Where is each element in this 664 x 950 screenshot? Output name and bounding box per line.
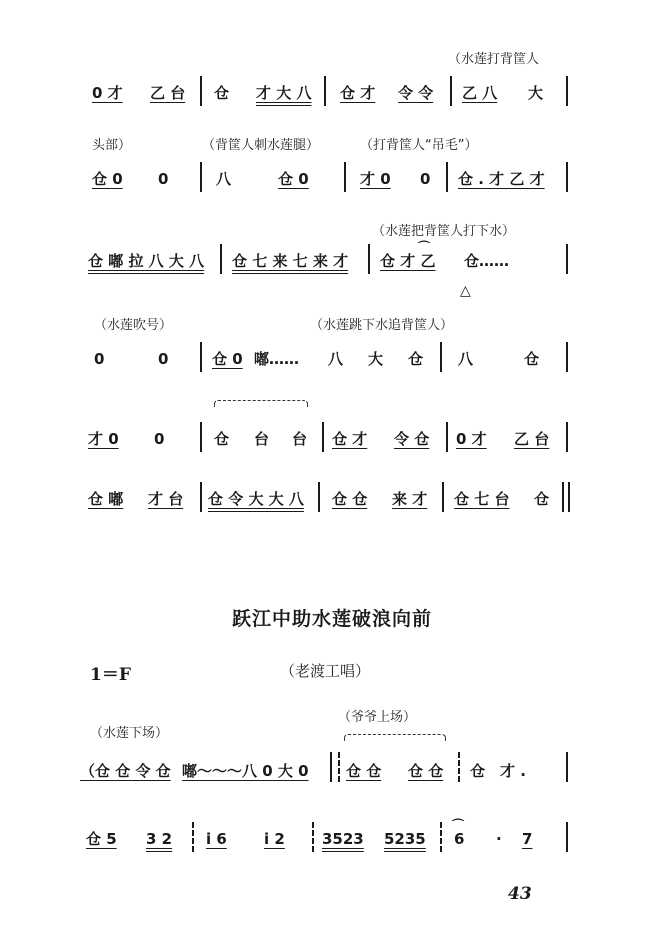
- bar-line-dashed: [312, 822, 314, 852]
- notation-cell: 仓: [408, 350, 424, 368]
- notation-cell: 仓: [470, 762, 486, 780]
- notation-cell: （仓 仓 令 仓: [80, 762, 171, 780]
- notation-cell: ·: [496, 830, 502, 848]
- notation-cell: 仓: [534, 490, 550, 508]
- annotation: （爷爷上场）: [338, 710, 417, 725]
- annotation: （水莲把背筐人打下水）: [372, 224, 516, 239]
- notation-cell: 仓 . 才 乙 才: [458, 170, 545, 188]
- notation-cell: 嘟～～～八 0 大 0: [182, 762, 309, 780]
- notation-cell: 0 才: [92, 84, 123, 102]
- bar-line: [446, 422, 448, 452]
- annotation: 头部）: [92, 138, 132, 153]
- bar-line: [442, 482, 444, 512]
- notation-cell: 来 才: [392, 490, 428, 508]
- notation-cell: 0: [158, 170, 169, 188]
- notation-cell: 才 0: [88, 430, 119, 448]
- notation-cell: 0: [94, 350, 105, 368]
- song-title: 跃江中助水莲破浪向前: [231, 608, 432, 630]
- fermata-mark: ⌒: [452, 818, 465, 832]
- annotation: （水莲吹号）: [94, 318, 173, 333]
- bar-line: [566, 752, 568, 782]
- notation-cell: 仓……: [464, 252, 510, 270]
- notation-cell: i 6: [206, 830, 227, 848]
- notation-cell: 仓 0: [92, 170, 123, 188]
- tie-mark: [344, 734, 446, 741]
- bar-line: [566, 162, 568, 192]
- bar-line: [318, 482, 320, 512]
- annotation: （打背筐人“吊毛”）: [360, 138, 478, 153]
- notation-cell: 仓 嘟: [88, 490, 124, 508]
- bar-line: [566, 422, 568, 452]
- fermata-mark: ⌒: [418, 240, 431, 254]
- bar-line: [446, 162, 448, 192]
- notation-cell: 乙 八: [462, 84, 498, 102]
- notation-cell: 才 大 八: [256, 84, 312, 102]
- notation-cell: 仓: [524, 350, 540, 368]
- notation-cell: 仓 七 来 七 来 才: [232, 252, 349, 270]
- annotation: （水莲下场）: [90, 726, 169, 741]
- notation-cell: 仓 七 台: [454, 490, 510, 508]
- bar-line: [566, 244, 568, 274]
- notation-cell: 5235: [384, 830, 426, 848]
- annotation: （背筐人刺水莲腿）: [202, 138, 320, 153]
- notation-cell: 令 仓: [394, 430, 430, 448]
- notation-cell: i 2: [264, 830, 285, 848]
- tie-mark: [214, 400, 308, 407]
- bar-line: [368, 244, 370, 274]
- notation-cell: 八: [216, 170, 232, 188]
- bar-line: [200, 76, 202, 106]
- notation-cell: 7: [522, 830, 533, 848]
- bar-line: [322, 422, 324, 452]
- bar-line: [566, 76, 568, 106]
- notation-cell: 嘟……: [254, 350, 300, 368]
- notation-cell: 仓 0: [212, 350, 243, 368]
- notation-cell: 乙 台: [150, 84, 186, 102]
- bar-line: [200, 342, 202, 372]
- notation-cell: 仓 仓: [408, 762, 444, 780]
- notation-cell: 仓 才 乙: [380, 252, 436, 270]
- annotation: （水莲跳下水追背筐人）: [310, 318, 454, 333]
- bar-line: [324, 76, 326, 106]
- notation-cell: 大: [528, 84, 544, 102]
- bar-line-dashed: [192, 822, 194, 852]
- key-signature: 1＝F: [90, 665, 131, 685]
- notation-cell: 八: [458, 350, 474, 368]
- page-number: 43: [508, 884, 532, 904]
- singer-note: （老渡工唱）: [280, 662, 371, 680]
- notation-cell: 仓 仓: [332, 490, 368, 508]
- notation-cell: 仓 才: [332, 430, 368, 448]
- notation-cell: 仓 令 大 大 八: [208, 490, 304, 508]
- bar-line: [568, 482, 570, 512]
- notation-cell: 0 才: [456, 430, 487, 448]
- bar-line-dashed: [440, 822, 442, 852]
- bar-line-dashed: [338, 752, 340, 782]
- triangle-marker: △: [460, 283, 471, 299]
- notation-cell: 3 2: [146, 830, 173, 848]
- bar-line-dashed: [458, 752, 460, 782]
- notation-cell: 3523: [322, 830, 364, 848]
- bar-line: [566, 822, 568, 852]
- bar-line: [220, 244, 222, 274]
- notation-cell: 仓 嘟 拉 八 大 八: [88, 252, 205, 270]
- notation-cell: 0: [420, 170, 431, 188]
- bar-line: [562, 482, 564, 512]
- notation-cell: 八: [328, 350, 344, 368]
- notation-cell: 大: [368, 350, 384, 368]
- bar-line: [344, 162, 346, 192]
- bar-line: [450, 76, 452, 106]
- notation-cell: 0: [154, 430, 165, 448]
- notation-cell: 台: [292, 430, 308, 448]
- notation-cell: 仓 0: [278, 170, 309, 188]
- notation-cell: 才 0: [360, 170, 391, 188]
- notation-cell: 令 令: [398, 84, 434, 102]
- notation-cell: 0: [158, 350, 169, 368]
- notation-cell: 才 .: [500, 762, 526, 780]
- notation-cell: 仓: [214, 84, 230, 102]
- notation-cell: 台: [254, 430, 270, 448]
- bar-line: [200, 482, 202, 512]
- notation-cell: 仓 仓: [346, 762, 382, 780]
- bar-line: [566, 342, 568, 372]
- notation-cell: 才 台: [148, 490, 184, 508]
- bar-line: [440, 342, 442, 372]
- notation-cell: 乙 台: [514, 430, 550, 448]
- notation-cell: 6: [454, 830, 465, 848]
- bar-line: [330, 752, 332, 782]
- notation-cell: 仓: [214, 430, 230, 448]
- notation-cell: 仓 5: [86, 830, 117, 848]
- notation-cell: 仓 才: [340, 84, 376, 102]
- bar-line: [200, 162, 202, 192]
- bar-line: [200, 422, 202, 452]
- annotation: （水莲打背筐人: [448, 52, 540, 67]
